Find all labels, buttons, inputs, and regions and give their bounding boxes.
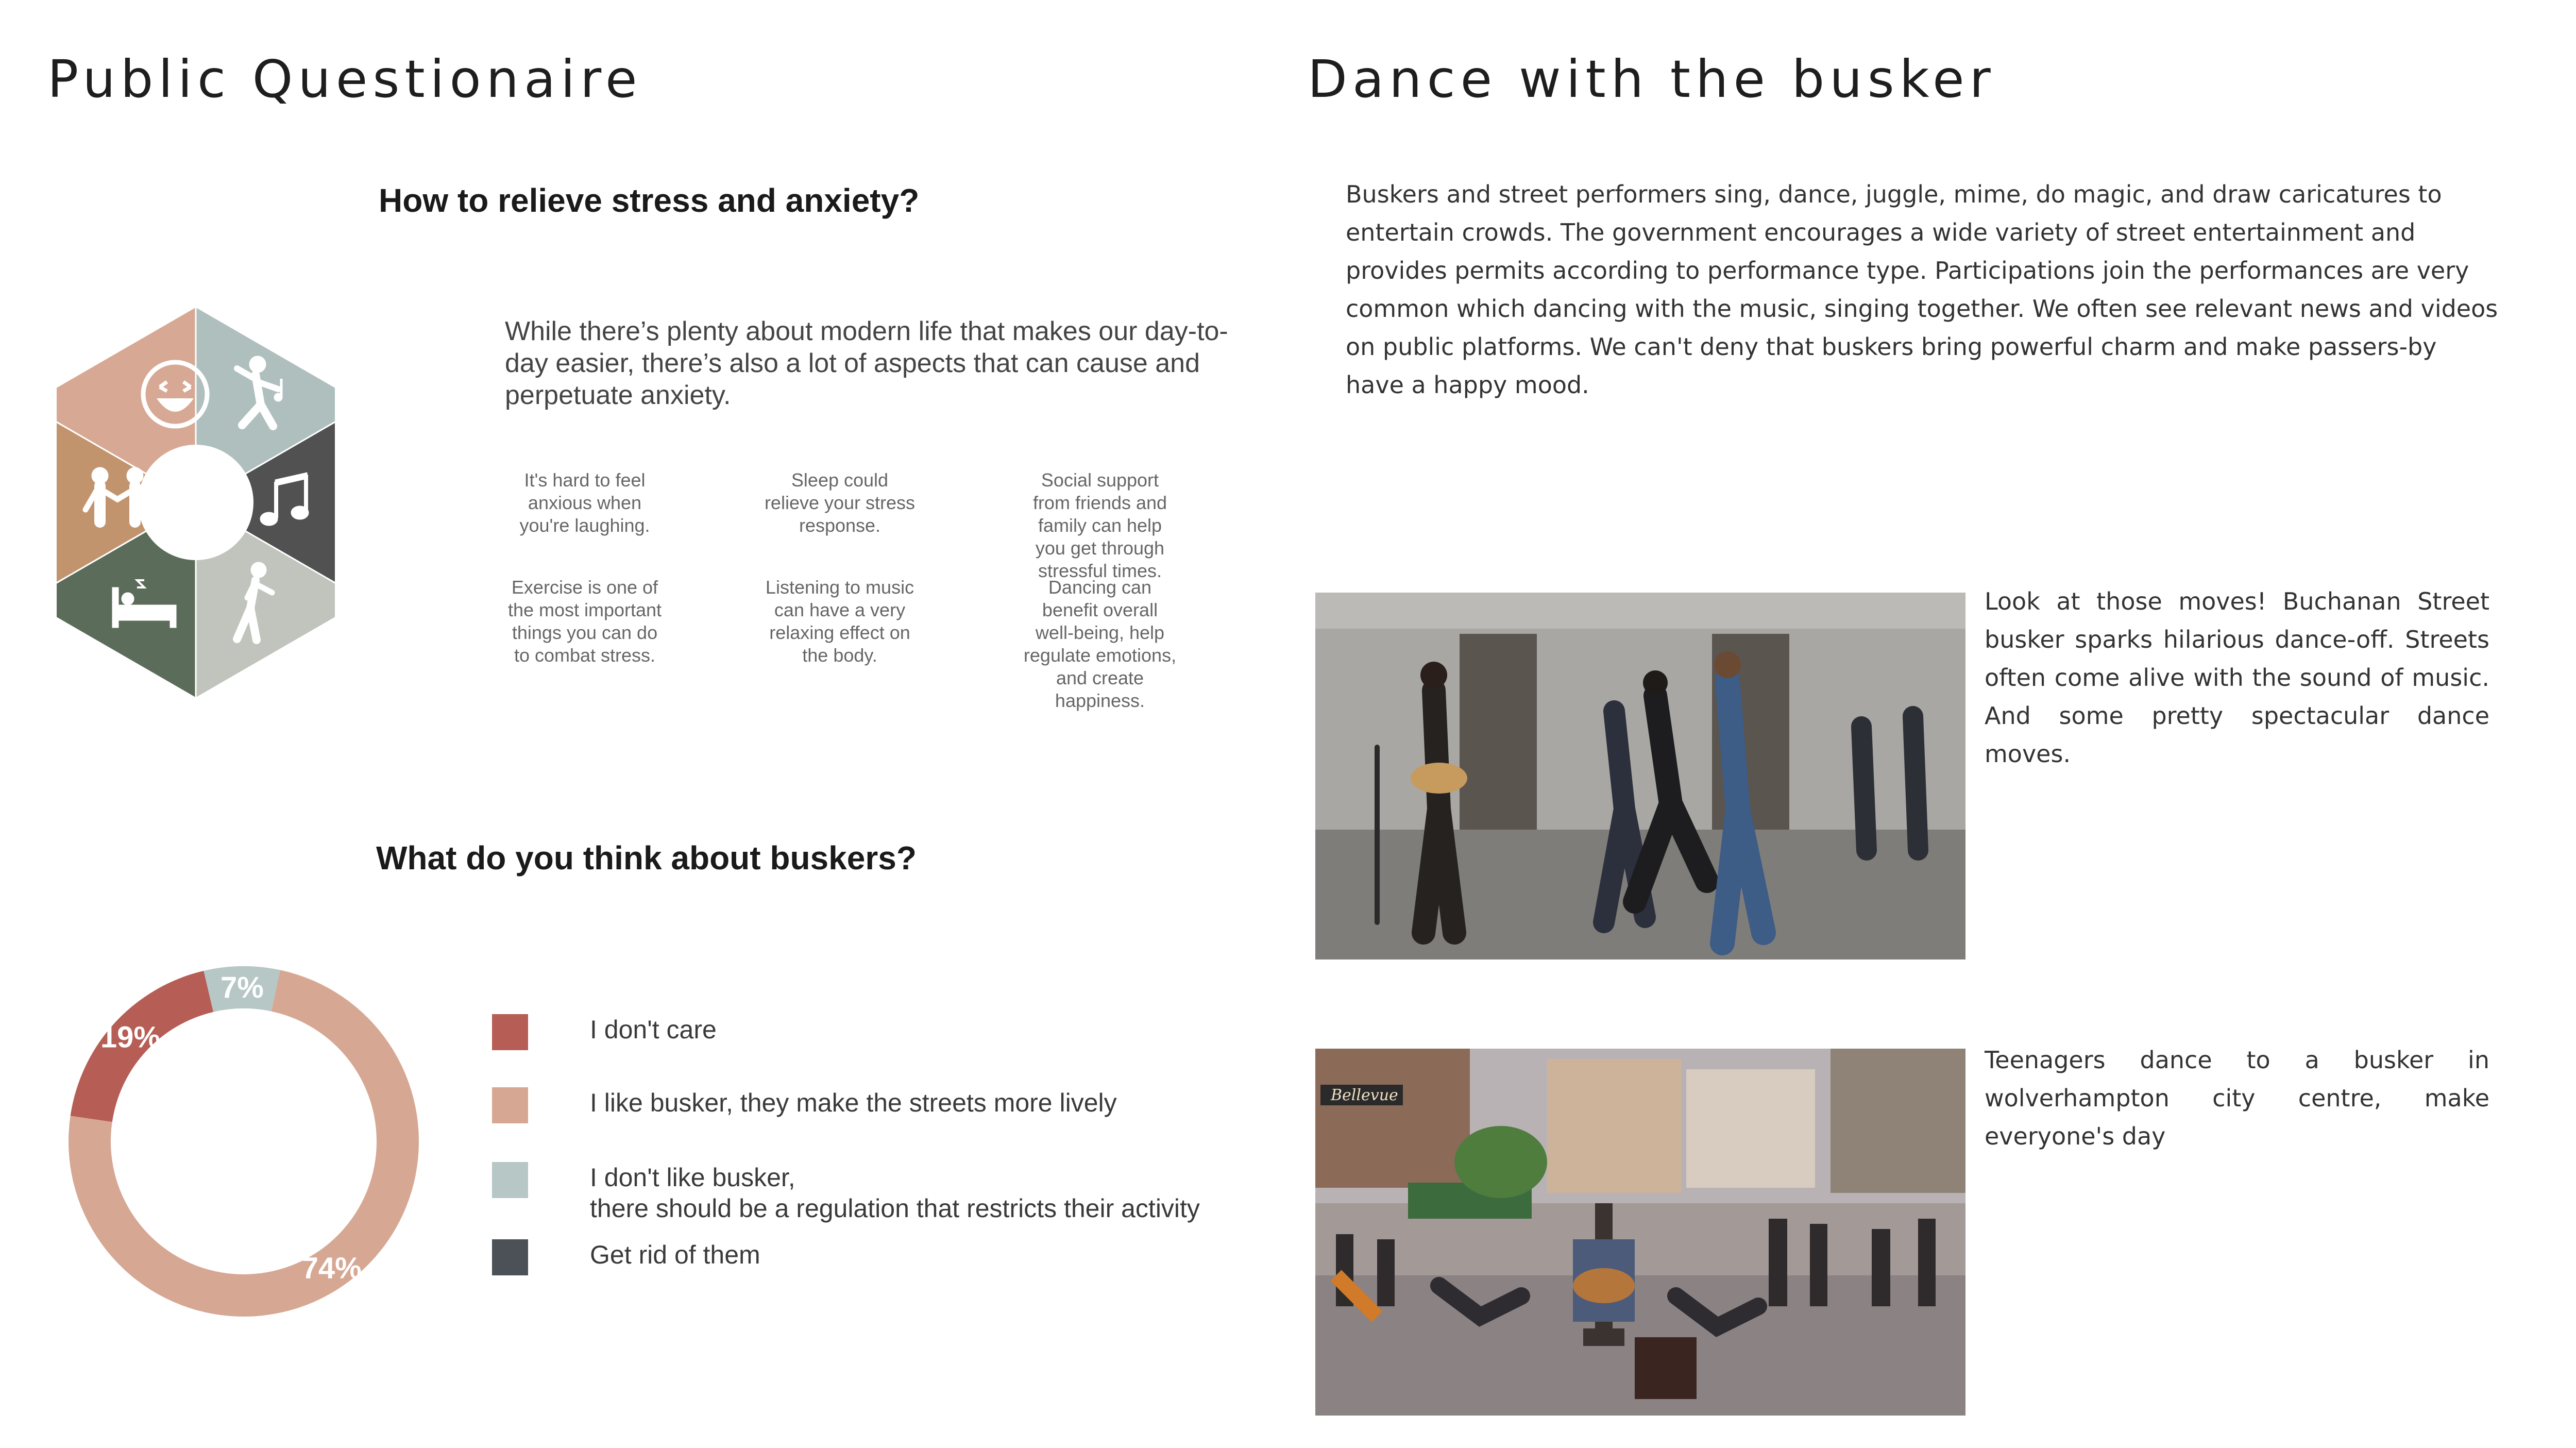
legend-item-dont-care: I don't care [492, 1014, 717, 1050]
page-title-questionnaire: Public Questionaire [47, 49, 642, 109]
legend-item-get-rid: Get rid of them [492, 1239, 760, 1275]
note-dancing: Dancing can benefit overall well-being, help regulate emotions, and create happiness. [1023, 577, 1177, 711]
legend-item-dislike-busker: I don't like busker, there should be a regulation that restricts their activity [492, 1162, 1200, 1224]
caption-buchanan-street: Look at those moves! Buchanan Street busker sparks hilarious dance-off. Streets often come alive with the sound of music. And some pretty spectacular dance moves. [1985, 587, 2489, 768]
caption-wolverhampton: Teenagers dance to a busker in wolverhampton city centre, make everyone's day [1985, 1046, 2489, 1150]
photo-wolverhampton-dance [1315, 1049, 1965, 1416]
donut-label: 19% [100, 1020, 160, 1054]
note-laughing: It's hard to feel anxious when you're laughing. [519, 469, 650, 536]
note-sleep: Sleep could relieve your stress response. [764, 469, 916, 536]
question-stress: How to relieve stress and anxiety? [379, 182, 920, 219]
note-exercise: Exercise is one of the most important things you can do to combat stress. [507, 577, 662, 666]
legend-swatch [492, 1162, 528, 1198]
note-music: Listening to music can have a very relaxing effect on the body. [765, 577, 914, 666]
legend-swatch [492, 1087, 528, 1123]
legend-swatch [492, 1014, 528, 1050]
photo-buchanan-street-dance [1315, 593, 1965, 959]
bellevue-sign: Bellevue [1331, 1086, 1398, 1104]
note-social: Social support from friends and family can help you get through stressful times. [1032, 469, 1167, 581]
page-title-dance: Dance with the busker [1308, 49, 1996, 109]
donut-label: 7% [220, 971, 264, 1005]
legend-item-like-busker: I like busker, they make the streets more lively [492, 1087, 1117, 1123]
question-buskers: What do you think about buskers? [376, 839, 917, 877]
dance-intro: Buskers and street performers sing, dance, juggle, mime, do magic, and draw caricatures to entertain crowds. The government encourages a wide variety of street entertainment and provides permits according to performance type. Participations join the performances are very common which dancing with the music, singing together. We often see relevant news and videos on public platforms. We can't deny that buskers bring powerful charm and make passers-by have a happy mood. [1346, 180, 2498, 399]
busker-opinion-donut [66, 964, 421, 1319]
donut-label: 74% [301, 1251, 362, 1285]
stress-relief-hexagon [57, 304, 335, 701]
legend-swatch [492, 1239, 528, 1275]
stress-intro: While there’s plenty about modern life that makes our day-to-day easier, there’s also a lot of aspects that can cause and perpetuate anxiety. [505, 316, 1228, 410]
